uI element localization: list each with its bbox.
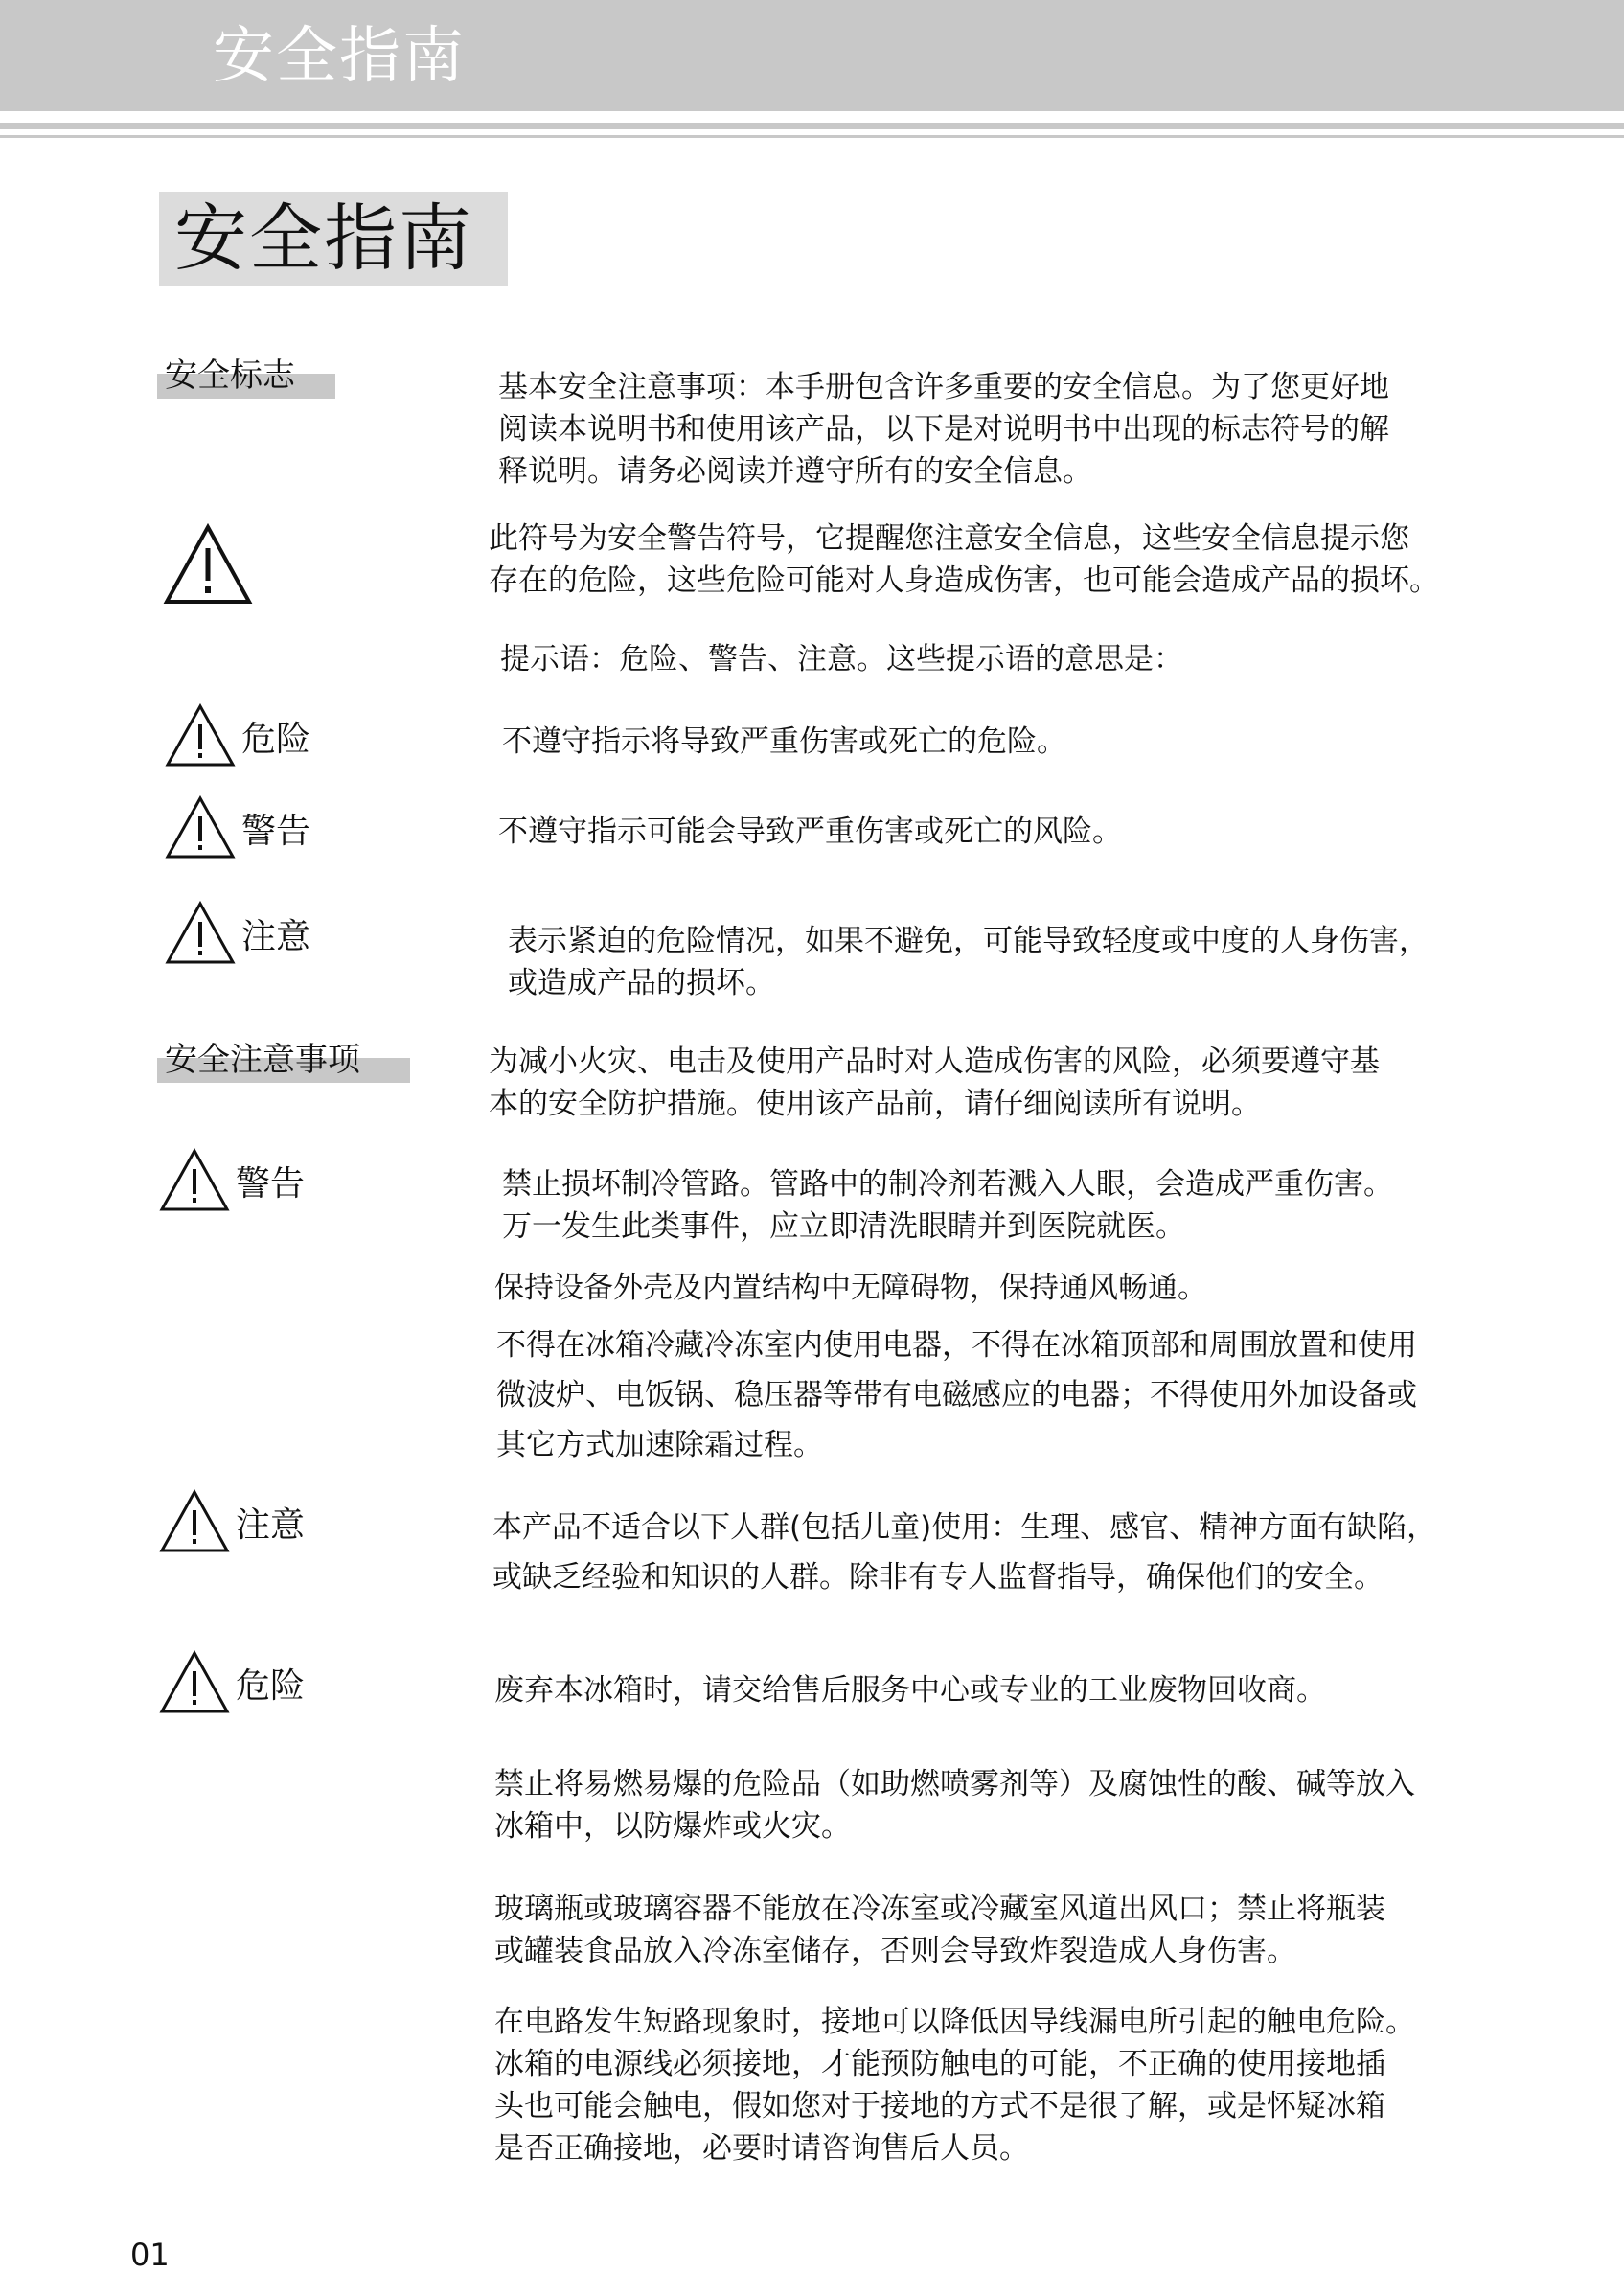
precaution-caution-label: 注意	[236, 1504, 306, 1545]
precaution-danger-item-2: 禁止将易燃易爆的危险品（如助燃喷雾剂等）及腐蚀性的酸、碱等放入 冰箱中，以防爆炸或火灾。	[494, 1767, 1415, 1844]
precaution-warning-item-1: 禁止损坏制冷管路。管路中的制冷剂若溅入人眼，会造成严重伤害。 万一发生此类事件，应立即清洗眼睛并到医院就医。	[502, 1167, 1393, 1244]
header-title: 安全指南	[213, 21, 466, 92]
caution-label: 注意	[241, 916, 311, 956]
header-rule	[0, 123, 1624, 129]
precaution-warning-item-3: 不得在冰箱冷藏冷冻室内使用电器，不得在冰箱顶部和周围放置和使用 微波炉、电饭锅、稳压器等带有电磁感应的电器；不得使用外加设备或 其它方式加速除霜过程。	[496, 1328, 1417, 1462]
danger-signal	[165, 703, 310, 769]
caution-text: 表示紧迫的危险情况，如果不避免，可能导致轻度或中度的人身伤害， 或造成产品的损坏。	[508, 924, 1429, 1000]
warning-text: 不遵守指示可能会导致严重伤害或死亡的风险。	[498, 815, 1122, 849]
safety-signs-intro: 基本安全注意事项：本手册包含许多重要的安全信息。为了您更好地 阅读本说明书和使用该产品，以下是对说明书中出现的标志符号的解 释说明。请务必阅读并遵守所有的安全信息。	[498, 370, 1389, 489]
warning-triangle-icon	[163, 523, 253, 606]
warning-label: 警告	[241, 811, 311, 851]
warning-triangle-icon	[159, 1148, 230, 1213]
precaution-warning-label: 警告	[236, 1163, 306, 1204]
precaution-danger-signal	[159, 1650, 305, 1715]
warning-triangle-icon	[165, 901, 236, 966]
caution-signal	[165, 901, 310, 966]
precaution-danger-label: 危险	[236, 1665, 306, 1706]
danger-label: 危险	[241, 719, 311, 759]
page-number: 01	[130, 2237, 170, 2273]
precaution-warning-item-2: 保持设备外壳及内置结构中无障碍物，保持通风畅通。	[494, 1271, 1207, 1305]
precaution-caution-text: 本产品不适合以下人群(包括儿童)使用：生理、感官、精神方面有缺陷， 或缺乏经验和知识的人群。除非有专人监督指导，确保他们的安全。	[492, 1510, 1437, 1595]
warning-triangle-icon	[165, 795, 236, 861]
section-label-safety-precautions: 安全注意事项	[157, 1041, 410, 1079]
alert-symbol-text: 此符号为安全警告符号，它提醒您注意安全信息，这些安全信息提示您 存在的危险，这些危险可能对人身造成伤害，也可能会造成产品的损坏。	[489, 521, 1439, 598]
safety-precautions-intro: 为减小火灾、电击及使用产品时对人造成伤害的风险，必须要遵守基 本的安全防护措施。使用该产品前，请仔细阅读所有说明。	[489, 1045, 1380, 1121]
warning-signal	[165, 795, 310, 861]
precaution-danger-item-1: 废弃本冰箱时，请交给售后服务中心或专业的工业废物回收商。	[494, 1673, 1326, 1708]
warning-triangle-icon	[165, 703, 236, 769]
precaution-caution-signal	[159, 1489, 305, 1554]
warning-triangle-icon	[159, 1489, 230, 1554]
warning-triangle-icon	[159, 1650, 230, 1715]
signal-words-intro: 提示语：危险、警告、注意。这些提示语的意思是：	[500, 642, 1183, 677]
alert-symbol-large	[163, 523, 253, 606]
page-title: 安全指南	[174, 195, 473, 281]
section-label-safety-signs: 安全标志	[157, 356, 335, 395]
danger-text: 不遵守指示将导致严重伤害或死亡的危险。	[502, 724, 1066, 759]
header-rule-thin	[0, 135, 1624, 138]
precaution-danger-item-4: 在电路发生短路现象时，接地可以降低因导线漏电所引起的触电危险。 冰箱的电源线必须接地，才能预防触电的可能，不正确的使用接地插 头也可能会触电，假如您对于接地的方式不是很了解，或是怀疑冰箱 是否正确接地，必要时请咨询售后人员。	[494, 2005, 1415, 2166]
precaution-danger-item-3: 玻璃瓶或玻璃容器不能放在冷冻室或冷藏室风道出风口；禁止将瓶装 或罐装食品放入冷冻室储存，否则会导致炸裂造成人身伤害。	[494, 1892, 1385, 1968]
precaution-warning-signal	[159, 1148, 305, 1213]
